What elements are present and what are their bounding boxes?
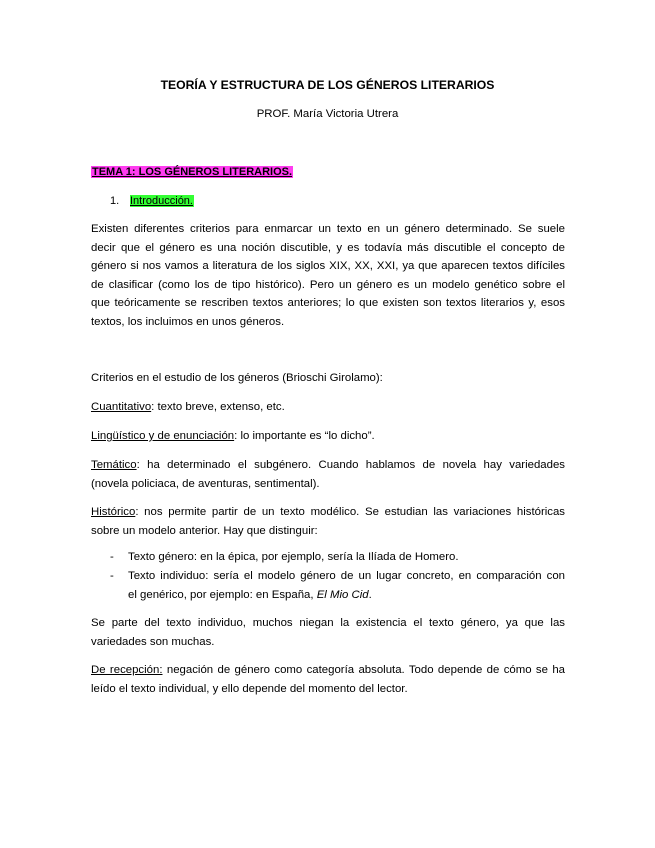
criterio-label: Lingüístico y de enunciación: [91, 430, 235, 442]
list-item-text: Texto género: en la épica, por ejemplo, sería la Ilíada de Homero.: [128, 551, 459, 563]
criterio-text: : lo importante es “lo dicho”.: [234, 430, 375, 442]
criterios-heading-text: Criterios en el estudio de los géneros (Brioschi Girolamo):: [91, 372, 383, 384]
list-item-text: .: [368, 588, 372, 601]
criterio-cuantitativo: [91, 398, 565, 417]
intro-line: que teóricamente se rescriben textos anteriores; lo que existen son textos literarios y, esos: [91, 297, 565, 309]
intro-paragraph: [91, 220, 565, 331]
intro-line: decir que el género es una noción discutible, y es todavía más discutible el concepto de: [91, 241, 565, 254]
paragraph-line: Se parte del texto individuo, muchos niegan la existencia el texto género, ya que las: [91, 617, 565, 629]
tema-heading: TEMA 1: LOS GÉNEROS LITERARIOS.: [92, 166, 293, 178]
intro-line: Existen diferentes criterios para enmarcar un texto en un género determinado. Se suele: [91, 223, 565, 235]
section-number: 1.: [110, 195, 120, 207]
criterio-text: : nos permite partir de un texto modélico. Se estudian las variaciones históricas: [135, 506, 565, 518]
criterio-label: Temático: [91, 459, 137, 471]
list-item-text: Texto individuo: sería el modelo género de un lugar concreto, en comparación con: [128, 570, 565, 582]
individuo-paragraph: [91, 614, 565, 651]
criterio-tematico: [91, 456, 565, 493]
criterio-label: Cuantitativo: [91, 401, 152, 413]
criterio-linguistico: [91, 427, 565, 446]
criterio-label: De recepción:: [91, 664, 163, 676]
criterio-text: leído el texto individual, y ello depende del momento del lector.: [91, 682, 408, 695]
criterios-heading: [91, 369, 565, 388]
intro-line: género si nos vamos a literatura de los siglos XIX, XX, XXI, ya que aparecen textos difíciles: [91, 260, 565, 272]
bullet-dash: -: [110, 570, 114, 582]
bullet-dash: -: [110, 551, 114, 563]
criterio-recepcion: [91, 661, 565, 698]
paragraph-line: variedades son muchas.: [91, 635, 215, 648]
criterio-text: : texto breve, extenso, etc.: [151, 401, 285, 413]
criterio-text: negación de género como categoría absoluta. Todo depende de cómo se ha: [162, 664, 565, 676]
author-line: PROF. María Victoria Utrera: [256, 108, 399, 120]
section-heading: [110, 195, 194, 207]
section-title: Introducción.: [130, 195, 193, 207]
criterio-historico: [91, 503, 565, 540]
intro-line: textos, los incluimos en unos géneros.: [91, 315, 285, 328]
list-item-text: el genérico, por ejemplo: en España,: [128, 588, 317, 601]
work-title: El Mio Cid: [316, 588, 369, 601]
criterio-text: sobre un modelo anterior. Hay que distinguir:: [91, 524, 318, 537]
criterio-text: (novela policiaca, de aventuras, sentimental).: [91, 477, 320, 490]
document-title: TEORÍA Y ESTRUCTURA DE LOS GÉNEROS LITERARIOS: [160, 78, 495, 92]
intro-line: de clasificar (como los de tipo histórico). Pero un género es un modelo genético sobre el: [91, 278, 565, 291]
criterio-label: Histórico: [91, 506, 136, 518]
criterio-text: : ha determinado el subgénero. Cuando hablamos de novela hay variedades: [136, 459, 565, 471]
